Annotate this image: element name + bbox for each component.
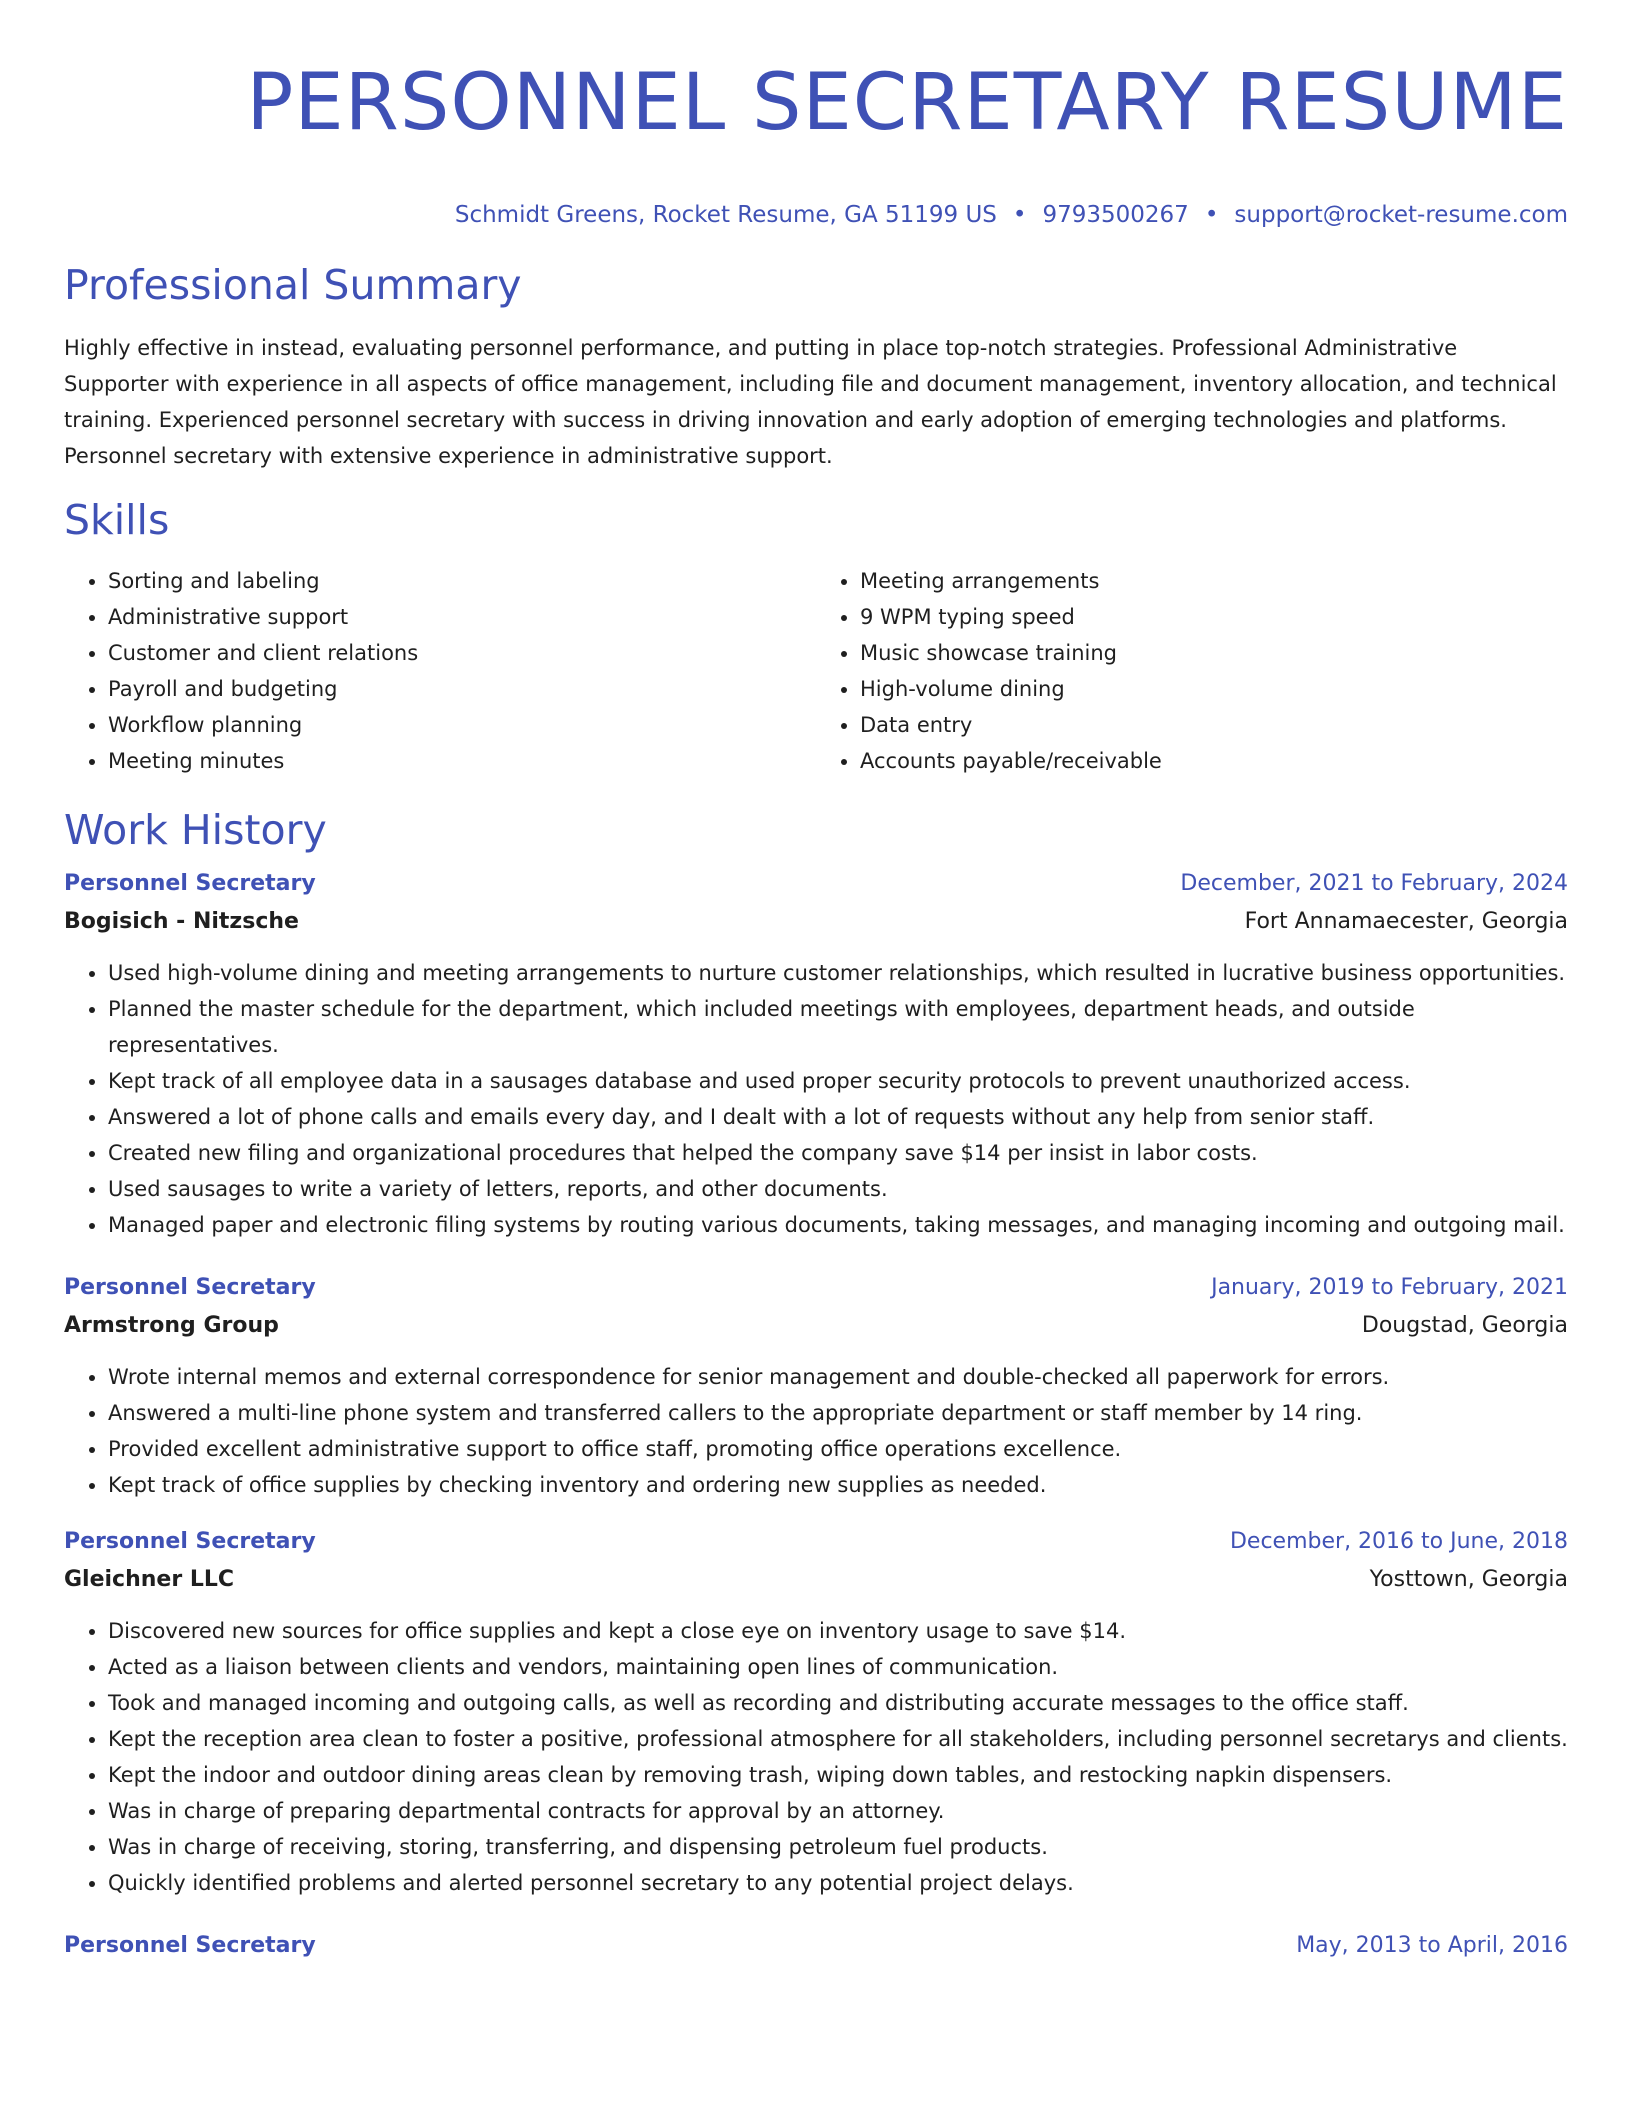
job-duty: • Used sausages to write a variety of letters, reports, and other documents. xyxy=(108,1171,1568,1207)
skills-column-left xyxy=(64,563,816,779)
skill-item: • Data entry xyxy=(860,707,1568,743)
skill-item: • Music showcase training xyxy=(860,635,1568,671)
job-duty: • Was in charge of receiving, storing, transferring, and dispensing petroleum fuel products. xyxy=(108,1829,1568,1865)
skill-item: • Accounts payable/receivable xyxy=(860,743,1568,779)
job-dates: December, 2021 to February, 2024 xyxy=(1180,871,1568,896)
summary-text: Highly effective in instead, evaluating personnel performance, and putting in place top-notch strategies. Professional Administrative Supporter with experience in all aspects of office management, including file and document management, inventory allocation, and technical training. Experienced personnel secretary with success in driving innovation and early adoption of emerging technologies and platforms. Personnel secretary with extensive experience in administrative support. xyxy=(64,336,1557,468)
job-dates: May, 2013 to April, 2016 xyxy=(1296,1933,1568,1958)
skills-column-right xyxy=(816,563,1568,779)
job-title: Personnel Secretary xyxy=(64,1275,316,1300)
job-entry xyxy=(64,1269,1568,1503)
summary-heading: Professional Summary xyxy=(64,261,522,309)
skill-item: • Sorting and labeling xyxy=(108,563,816,599)
job-duty: • Answered a multi-line phone system and transferred callers to the appropriate department or staff member by 14 ring. xyxy=(108,1395,1568,1431)
contact-line xyxy=(64,200,1568,230)
job-header xyxy=(64,1523,1568,1561)
job-dates: December, 2016 to June, 2018 xyxy=(1229,1529,1568,1554)
job-duty: • Managed paper and electronic filing systems by routing various documents, taking messages, and managing incoming and outgoing mail. xyxy=(108,1207,1568,1243)
job-location: Yosttown, Georgia xyxy=(1369,1567,1568,1592)
skill-item: • High-volume dining xyxy=(860,671,1568,707)
job-duties xyxy=(64,1359,1568,1503)
job-duty: • Wrote internal memos and external correspondence for senior management and double-checked all paperwork for errors. xyxy=(108,1359,1568,1395)
job-duties xyxy=(64,955,1568,1243)
job-dates: January, 2019 to February, 2021 xyxy=(1211,1275,1568,1300)
skill-item: • Payroll and budgeting xyxy=(108,671,816,707)
job-duty: • Kept track of all employee data in a sausages database and used proper security protocols to prevent unauthorized access. xyxy=(108,1063,1568,1099)
job-header xyxy=(64,865,1568,903)
work-history-heading: Work History xyxy=(64,806,327,854)
job-duty: • Used high-volume dining and meeting arrangements to nurture customer relationships, which resulted in lucrative business opportunities. xyxy=(108,955,1568,991)
job-duty: • Kept the reception area clean to foster a positive, professional atmosphere for all stakeholders, including personnel secretarys and clients. xyxy=(108,1721,1568,1757)
skill-item: • Customer and client relations xyxy=(108,635,816,671)
job-entry xyxy=(64,1927,1568,1965)
skill-item: • 9 WPM typing speed xyxy=(860,599,1568,635)
job-header xyxy=(64,1927,1568,1965)
job-subheader xyxy=(64,903,1568,941)
job-title: Personnel Secretary xyxy=(64,871,316,896)
skill-item: • Administrative support xyxy=(108,599,816,635)
job-duty: • Kept track of office supplies by checking inventory and ordering new supplies as needed. xyxy=(108,1467,1568,1503)
job-company: Bogisich - Nitzsche xyxy=(64,909,299,934)
job-duty: • Answered a lot of phone calls and emails every day, and I dealt with a lot of requests without any help from senior staff. xyxy=(108,1099,1568,1135)
contact-email[interactable]: support@rocket-resume.com xyxy=(1234,202,1568,228)
contact-address: Schmidt Greens, Rocket Resume, GA 51199 US xyxy=(454,202,997,228)
job-duty: • Acted as a liaison between clients and vendors, maintaining open lines of communication. xyxy=(108,1649,1568,1685)
resume-title: PERSONNEL SECRETARY RESUME xyxy=(246,58,1568,148)
job-company: Armstrong Group xyxy=(64,1313,279,1338)
job-duty: • Created new filing and organizational procedures that helped the company save $14 per insist in labor costs. xyxy=(108,1135,1568,1171)
skills-heading: Skills xyxy=(64,496,170,544)
job-duties xyxy=(64,1613,1568,1901)
job-duty: • Discovered new sources for office supplies and kept a close eye on inventory usage to save $14. xyxy=(108,1613,1568,1649)
job-location: Fort Annamaecester, Georgia xyxy=(1244,909,1568,934)
job-duty: • Planned the master schedule for the department, which included meetings with employees, department heads, and outside representatives. xyxy=(108,991,1568,1063)
job-company: Gleichner LLC xyxy=(64,1567,235,1592)
job-entry xyxy=(64,865,1568,1243)
job-duty: • Provided excellent administrative support to office staff, promoting office operations excellence. xyxy=(108,1431,1568,1467)
contact-separator: • xyxy=(1204,202,1219,228)
job-header xyxy=(64,1269,1568,1307)
skills-list xyxy=(64,563,1568,779)
job-subheader xyxy=(64,1561,1568,1599)
job-duty: • Took and managed incoming and outgoing calls, as well as recording and distributing accurate messages to the office staff. xyxy=(108,1685,1568,1721)
job-subheader xyxy=(64,1307,1568,1345)
contact-separator: • xyxy=(1012,202,1027,228)
skill-item: • Meeting arrangements xyxy=(860,563,1568,599)
skill-item: • Meeting minutes xyxy=(108,743,816,779)
job-location: Dougstad, Georgia xyxy=(1361,1313,1568,1338)
skill-item: • Workflow planning xyxy=(108,707,816,743)
job-entry xyxy=(64,1523,1568,1901)
job-title: Personnel Secretary xyxy=(64,1529,316,1554)
job-title: Personnel Secretary xyxy=(64,1933,316,1958)
contact-phone: 9793500267 xyxy=(1042,202,1189,228)
job-duty: • Kept the indoor and outdoor dining areas clean by removing trash, wiping down tables, and restocking napkin dispensers. xyxy=(108,1757,1568,1793)
job-duty: • Quickly identified problems and alerted personnel secretary to any potential project delays. xyxy=(108,1865,1568,1901)
job-duty: • Was in charge of preparing departmental contracts for approval by an attorney. xyxy=(108,1793,1568,1829)
